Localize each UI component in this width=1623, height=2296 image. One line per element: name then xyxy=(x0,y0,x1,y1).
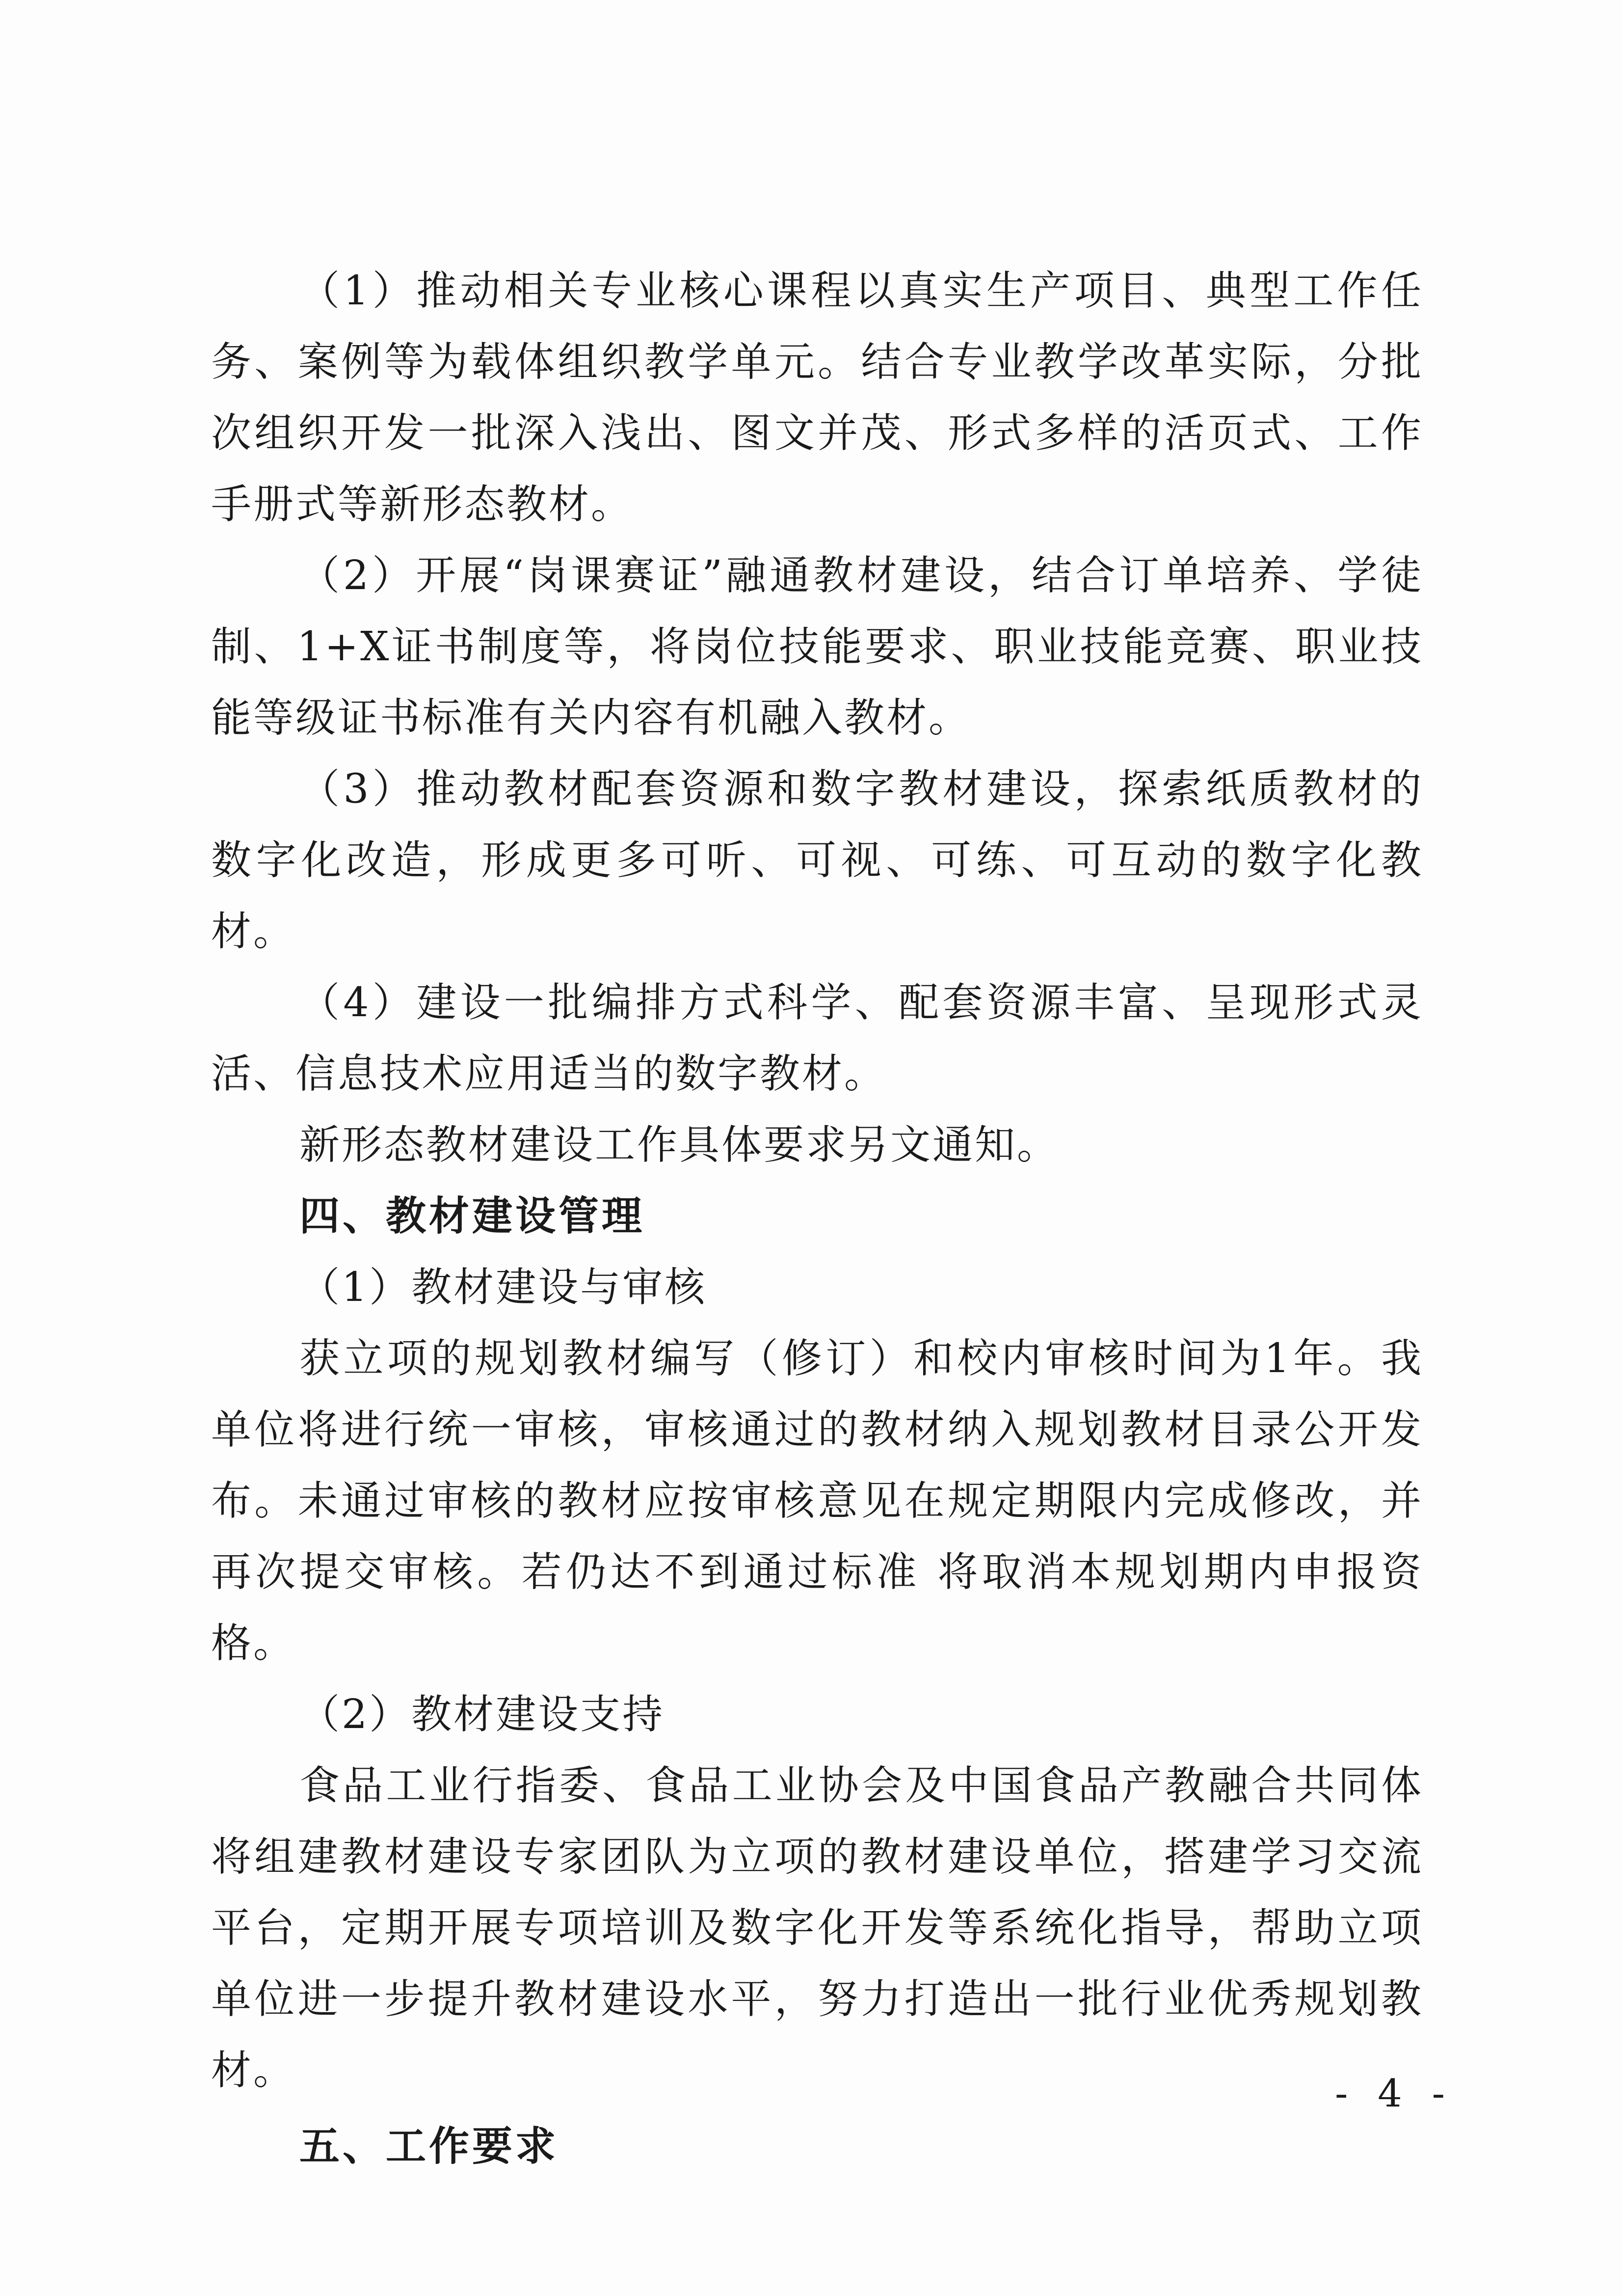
paragraph-support: 食品工业行指委、食品工业协会及中国食品产教融合共同体将组建教材建设专家团队为立项的教材建设单位，搭建学习交流平台，定期开展专项培训及数字化开发等系统化指导，帮助立项单位进一步提升教材建设水平，努力打造出一批行业优秀规划教材。 xyxy=(211,1762,1423,2094)
document-body xyxy=(211,255,1423,2182)
page-number: - 4 - xyxy=(1335,2072,1454,2116)
paragraph-notice: 新形态教材建设工作具体要求另文通知。 xyxy=(299,1122,1060,1168)
section-heading-5: 五、工作要求 xyxy=(299,2123,559,2170)
paragraph-item-4: （4）建设一批编排方式科学、配套资源丰富、呈现形式灵活、信息技术应用适当的数字教材。 xyxy=(211,979,1423,1097)
section-heading-4: 四、教材建设管理 xyxy=(299,1193,645,1240)
subheading-review: （1）教材建设与审核 xyxy=(299,1264,707,1311)
paragraph-review: 获立项的规划教材编写（修订）和校内审核时间为1年。我单位将进行统一审核，审核通过的教材纳入规划教材目录公开发布。未通过审核的教材应按审核意见在规定期限内完成修改，并再次提交审核。若仍达不到通过标准 将取消本规划期内申报资格。 xyxy=(211,1335,1423,1667)
subheading-support: （2）教材建设支持 xyxy=(299,1691,665,1738)
paragraph-item-1: （1）推动相关专业核心课程以真实生产项目、典型工作任务、案例等为载体组织教学单元。结合专业教学改革实际，分批次组织开发一批深入浅出、图文并茂、形式多样的活页式、工作手册式等新形态教材。 xyxy=(211,268,1423,528)
spacer xyxy=(211,2106,1423,2111)
paragraph-item-3: （3）推动教材配套资源和数字教材建设，探索纸质教材的数字化改造，形成更多可听、可视、可练、可互动的数字化教材。 xyxy=(211,766,1423,955)
paragraph-item-2: （2）开展“岗课赛证”融通教材建设，结合订单培养、学徒制、1+X证书制度等，将岗位技能要求、职业技能竞赛、职业技能等级证书标准有关内容有机融入教材。 xyxy=(211,552,1423,741)
